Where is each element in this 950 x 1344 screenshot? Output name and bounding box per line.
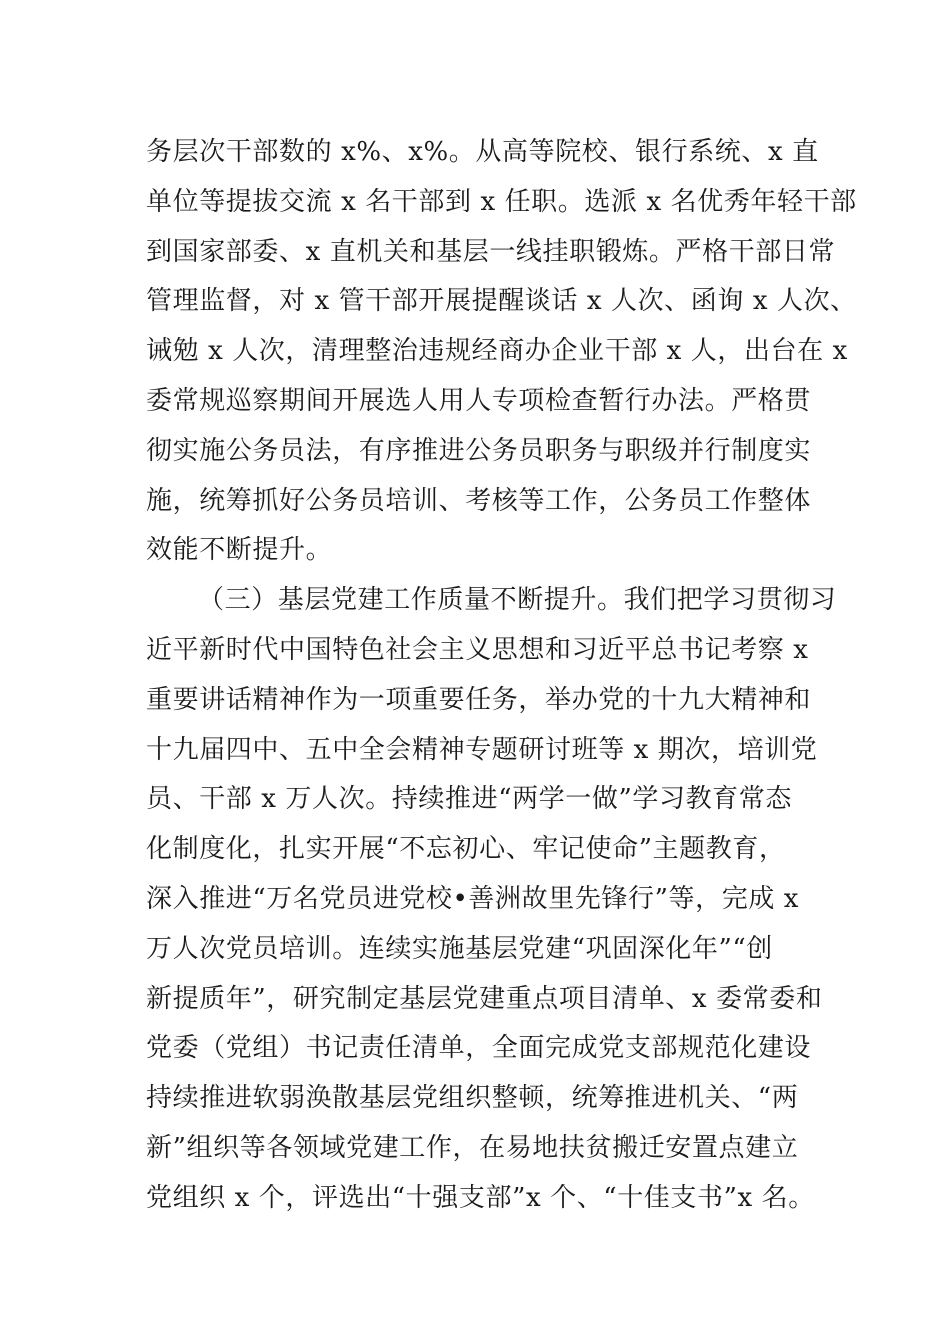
text-line: 单位等提拔交流 x 名干部到 x 任职。选派 x 名优秀年轻干部 bbox=[146, 186, 857, 217]
text-line: 诫勉 x 人次，清理整治违规经商办企业干部 x 人，出台在 x bbox=[146, 336, 848, 367]
text-line: 化制度化，扎实开展“不忘初心、牢记使命”主题教育， bbox=[146, 834, 786, 865]
text-line: 重要讲话精神作为一项重要任务，举办党的十九大精神和 bbox=[146, 684, 812, 715]
text-line: 持续推进软弱涣散基层党组织整顿，统筹推进机关、“两 bbox=[146, 1083, 799, 1114]
text-line: 万人次党员培训。连续实施基层党建“巩固深化年”“创 bbox=[146, 933, 773, 964]
text-line: 彻实施公务员法，有序推进公务员职务与职级并行制度实 bbox=[146, 435, 812, 466]
text-line: 务层次干部数的 x%、x%。从高等院校、银行系统、x 直 bbox=[146, 137, 819, 167]
text-line: 委常规巡察期间开展选人用人专项检查暂行办法。严格贯 bbox=[146, 385, 812, 416]
text-line: 党委（党组）书记责任清单，全面完成党支部规范化建设 bbox=[146, 1033, 812, 1064]
text-line: 新”组织等各领域党建工作，在易地扶贫搬迁安置点建立 bbox=[146, 1132, 799, 1163]
text-line: 施，统筹抓好公务员培训、考核等工作，公务员工作整体 bbox=[146, 485, 812, 516]
text-line: 管理监督，对 x 管干部开展提醒谈话 x 人次、函询 x 人次、 bbox=[146, 286, 857, 317]
body-text bbox=[146, 128, 857, 1224]
text-line: 效能不断提升。 bbox=[146, 535, 333, 566]
text-line: 深入推进“万名党员进党校•善洲故里先锋行”等，完成 x bbox=[146, 883, 800, 914]
text-line: 党组织 x 个，评选出“十强支部”x 个、“十佳支书”x 名。 bbox=[146, 1182, 815, 1213]
text-line: 到国家部委、x 直机关和基层一线挂职锻炼。严格干部日常 bbox=[146, 236, 836, 267]
section-heading-line: （三）基层党建工作质量不断提升。我们把学习贯彻习 bbox=[198, 585, 837, 616]
text-line: 近平新时代中国特色社会主义思想和习近平总书记考察 x bbox=[146, 634, 809, 665]
text-line: 十九届四中、五中全会精神专题研讨班等 x 期次，培训党 bbox=[146, 734, 818, 765]
text-line: 员、干部 x 万人次。持续推进“两学一做”学习教育常态 bbox=[146, 784, 792, 815]
text-line: 新提质年”，研究制定基层党建重点项目清单、x 委常委和 bbox=[146, 983, 823, 1014]
